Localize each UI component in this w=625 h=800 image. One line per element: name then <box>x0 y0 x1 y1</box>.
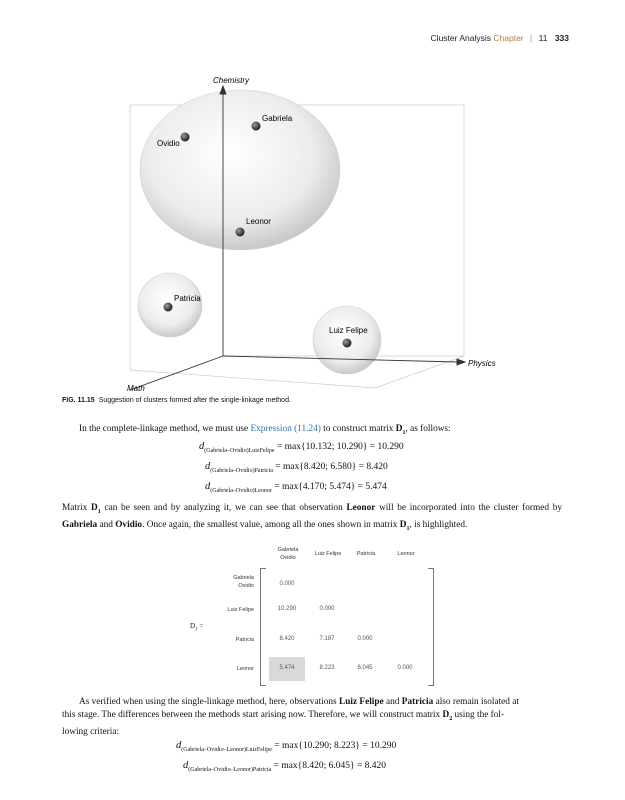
page-number: 333 <box>554 33 569 43</box>
point-label-patricia: Patricia <box>174 294 201 303</box>
distance-matrix-d1 <box>190 540 450 690</box>
para3-b2: Patricia <box>401 697 434 707</box>
expression-link[interactable]: Expression (11.24) <box>250 424 321 434</box>
running-head-separator: | <box>530 33 533 43</box>
matrix-cell: 10.290 <box>277 606 297 612</box>
para3-s: 2 <box>449 715 453 722</box>
point-label-leonor: Leonor <box>246 217 271 226</box>
matrix-sub: 1 <box>195 627 198 633</box>
eq2-rhs: = max{8.420; 6.580} = 8.420 <box>275 462 388 472</box>
matrix-label <box>190 622 203 632</box>
figure-caption <box>62 397 291 404</box>
matrix-cell-highlighted: 5.474 <box>279 665 295 671</box>
eq1-rhs: = max{10.132; 10.290} = 10.290 <box>276 442 404 452</box>
matrix-cell: 0.000 <box>397 665 413 671</box>
matrix-col-header: Luiz Felipe <box>314 551 342 557</box>
matrix-col-header: Gabriela Ovidio <box>277 547 299 561</box>
cluster-3d-figure <box>100 70 520 400</box>
para1-matrix-sub: 1 <box>402 429 406 436</box>
matrix-eq: = <box>197 622 204 630</box>
para1-text-2: to construct matrix <box>320 424 396 434</box>
para3-t1: As verified when using the single-linkage method, here, observations <box>79 697 339 707</box>
cluster-bubble-large <box>140 90 340 250</box>
point-ovidio <box>181 133 190 142</box>
running-head-title: Cluster Analysis <box>430 33 492 43</box>
eq4-d: d <box>176 740 182 751</box>
matrix-cell: 0.000 <box>319 606 335 612</box>
running-head-chapter-label: Chapter <box>493 33 524 43</box>
eq5-sub: (Gabriela–Ovidio–Leonor)Patricia <box>188 767 272 773</box>
para2-m2: D <box>399 519 407 530</box>
para1-matrix: D <box>395 424 403 434</box>
physics-arrow-icon <box>457 359 465 365</box>
matrix-cell: 8.420 <box>279 636 295 642</box>
para3-t2: and <box>383 697 402 707</box>
matrix-col-header: Patricia <box>356 551 376 557</box>
point-label-ovidio: Ovidio <box>157 139 180 148</box>
eq5-rhs: = max{8.420; 6.045} = 8.420 <box>273 761 387 771</box>
para2-t3: will be incorporated into the cluster formed <box>375 503 549 513</box>
eq1-sub: (Gabriela–Ovidio)LuizFelipe <box>204 448 275 454</box>
para1-text: In the complete-linkage method, we must use <box>79 424 251 434</box>
axis-label-math: Math <box>127 384 145 393</box>
axis-label-physics: Physics <box>468 359 496 368</box>
equation-3 <box>205 481 387 494</box>
para2-t6: . Once again, the smallest value, among all the ones shown in matrix <box>142 519 400 530</box>
point-gabriela <box>252 122 261 131</box>
para2-t4: by <box>552 503 563 513</box>
matrix-row-header: Luiz Felipe <box>227 607 254 613</box>
eq4-rhs: = max{10.290; 8.223} = 10.290 <box>274 741 397 751</box>
para2-s1: 1 <box>97 508 101 515</box>
para3-b1: Luiz Felipe <box>339 697 384 707</box>
para1-text-3: , as follows: <box>405 424 451 434</box>
para2-t5: and <box>97 519 116 530</box>
chemistry-arrow-icon <box>220 86 226 94</box>
point-label-gabriela: Gabriela <box>262 114 293 123</box>
matrix-cell: 0.000 <box>357 636 373 642</box>
eq2-sub: (Gabriela–Ovidio)Patricia <box>210 468 273 474</box>
eq3-rhs: = max{4.170; 5.474} = 5.474 <box>274 482 387 492</box>
paragraph-matrix-d1 <box>62 502 562 536</box>
eq4-sub: (Gabriela–Ovidio–Leonor)LuizFelipe <box>181 747 272 753</box>
matrix-row-header: Gabriela Ovidio <box>233 575 254 589</box>
point-luiz-felipe <box>343 339 352 348</box>
equation-2 <box>205 461 388 474</box>
matrix-cell: 0.000 <box>279 581 295 587</box>
para3-line2: this stage. The differences between the methods start arising now. Therefore, we will construct matrix <box>62 710 443 720</box>
running-head-chapter-number: 11 <box>538 33 548 43</box>
matrix-cell: 8.223 <box>319 665 335 671</box>
point-label-luiz-felipe: Luiz Felipe <box>329 326 368 335</box>
paragraph-complete-linkage <box>62 423 562 440</box>
paragraph-single-linkage-comparison <box>62 696 562 739</box>
matrix-cell: 7.187 <box>319 636 335 642</box>
point-patricia <box>164 303 173 312</box>
matrix-bracket-right <box>428 568 434 686</box>
matrix-row-header: Leonor <box>236 666 254 672</box>
eq1-d: d <box>199 441 205 452</box>
eq3-sub: (Gabriela–Ovidio)Leonor <box>210 488 272 494</box>
eq3-d: d <box>205 481 211 492</box>
eq2-d: d <box>205 461 211 472</box>
para3-t3: also remain isolated at <box>433 697 519 707</box>
para2-t2: can be seen and by analyzing it, we can see that observation <box>100 503 347 513</box>
para2-b1: Leonor <box>346 503 376 513</box>
para2-t7: , is highlighted. <box>409 519 468 530</box>
matrix-bracket-left <box>260 568 266 686</box>
para2-b2: Gabriela <box>62 519 98 530</box>
para2-t1: Matrix <box>62 503 92 513</box>
para2-s2: 1 <box>406 525 410 532</box>
figure-caption-text: Suggestion of clusters formed after the single-linkage method. <box>98 397 291 404</box>
equation-4 <box>176 740 396 753</box>
matrix-row-header: Patricia <box>235 637 254 643</box>
figure-caption-label: FIG. 11.15 <box>62 397 95 404</box>
para3-line3: lowing criteria: <box>62 726 120 737</box>
running-head <box>431 33 569 43</box>
para3-m: D <box>442 710 450 720</box>
matrix-cell: 6.045 <box>357 665 373 671</box>
matrix-name: D <box>190 622 196 630</box>
para3-t4: using the fol- <box>452 710 505 720</box>
eq5-d: d <box>183 760 189 771</box>
axis-label-chemistry: Chemistry <box>213 76 250 85</box>
para2-b3: Ovidio <box>115 519 143 530</box>
para2-m1: D <box>91 503 98 513</box>
point-leonor <box>236 228 245 237</box>
equation-1 <box>199 441 404 454</box>
equation-5 <box>183 760 386 773</box>
matrix-col-header: Leonor <box>397 551 415 557</box>
